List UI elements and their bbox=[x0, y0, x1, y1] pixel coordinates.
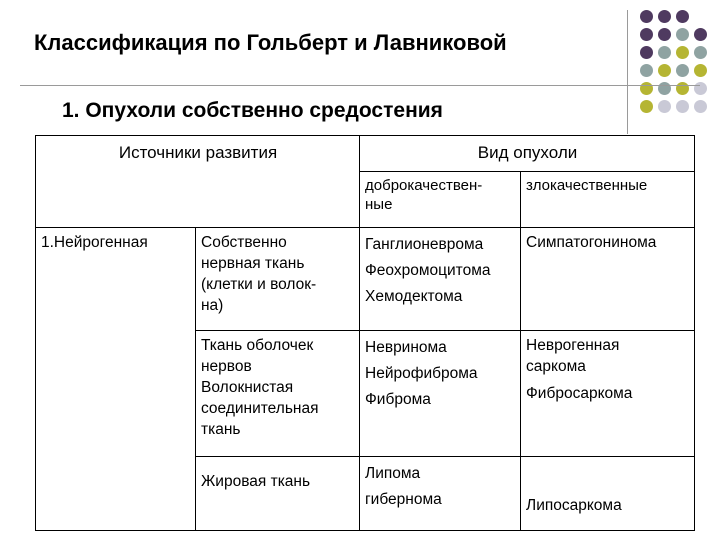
benign-line: гибернома bbox=[365, 491, 442, 508]
source-line: Волокнистая bbox=[201, 379, 294, 396]
decor-dot bbox=[694, 82, 707, 95]
source-cell bbox=[196, 228, 360, 331]
decor-dot bbox=[658, 82, 671, 95]
malignant-line: Симпатогонинома bbox=[526, 234, 657, 251]
malignant-line: Неврогенная bbox=[526, 337, 620, 354]
table-row bbox=[36, 228, 695, 331]
decor-dot bbox=[640, 82, 653, 95]
classification-table bbox=[35, 135, 695, 531]
malignant-cell bbox=[521, 457, 695, 531]
decor-dot bbox=[676, 100, 689, 113]
decor-dot bbox=[640, 28, 653, 41]
source-cell bbox=[196, 457, 360, 531]
decor-dot bbox=[694, 100, 707, 113]
source-line: на) bbox=[201, 297, 224, 314]
source-cell bbox=[196, 331, 360, 457]
table-header-row bbox=[36, 136, 695, 172]
source-line: Ткань оболочек bbox=[201, 337, 314, 354]
decor-dot bbox=[658, 64, 671, 77]
decor-dot bbox=[640, 10, 653, 23]
source-line: Собственно bbox=[201, 234, 287, 251]
benign-line: Феохромоцитома bbox=[365, 262, 491, 279]
decor-dot bbox=[676, 28, 689, 41]
decor-dot bbox=[676, 82, 689, 95]
benign-line: Невринома bbox=[365, 339, 447, 356]
benign-line: Хемодектома bbox=[365, 288, 463, 305]
decor-dot bbox=[676, 64, 689, 77]
source-line: нервная ткань bbox=[201, 255, 305, 272]
benign-line: Ганглионеврома bbox=[365, 236, 484, 253]
decor-dot bbox=[694, 64, 707, 77]
header-malignant: злокачественные bbox=[521, 172, 695, 228]
decor-dot bbox=[658, 28, 671, 41]
decor-dot bbox=[694, 28, 707, 41]
benign-line: Липома bbox=[365, 465, 421, 482]
decor-dot bbox=[640, 64, 653, 77]
decor-horizontal-rule bbox=[20, 85, 700, 86]
source-line: нервов bbox=[201, 358, 252, 375]
malignant-line: Липосаркома bbox=[526, 497, 622, 514]
source-line: ткань bbox=[201, 421, 241, 438]
source-line: соединительная bbox=[201, 400, 319, 417]
header-sources: Источники развития bbox=[36, 136, 360, 228]
header-benign-line: ные bbox=[365, 196, 393, 213]
source-line: (клетки и волок- bbox=[201, 276, 317, 293]
benign-cell bbox=[360, 457, 521, 531]
decor-dot bbox=[658, 100, 671, 113]
malignant-cell bbox=[521, 331, 695, 457]
malignant-cell bbox=[521, 228, 695, 331]
benign-line: Фиброма bbox=[365, 391, 431, 408]
malignant-line: саркома bbox=[526, 358, 586, 375]
decor-dot bbox=[658, 46, 671, 59]
decor-dot bbox=[676, 46, 689, 59]
malignant-line: Фибросаркома bbox=[526, 385, 633, 402]
decor-dot bbox=[694, 46, 707, 59]
slide-title: Классификация по Гольберт и Лавниковой bbox=[34, 30, 507, 55]
decor-vertical-rule bbox=[627, 10, 628, 134]
decor-dot bbox=[676, 10, 689, 23]
decor-dot bbox=[640, 46, 653, 59]
decor-dot bbox=[658, 10, 671, 23]
benign-cell bbox=[360, 331, 521, 457]
decor-dot bbox=[640, 100, 653, 113]
header-benign bbox=[360, 172, 521, 228]
benign-cell bbox=[360, 228, 521, 331]
benign-line: Нейрофиброма bbox=[365, 365, 478, 382]
group-label: 1.Нейрогенная bbox=[36, 228, 196, 531]
source-line: Жировая ткань bbox=[201, 473, 311, 490]
header-tumor-type: Вид опухоли bbox=[360, 136, 695, 172]
slide-subtitle: 1. Опухоли собственно средостения bbox=[62, 99, 443, 122]
header-benign-line: доброкачествен- bbox=[365, 177, 483, 194]
